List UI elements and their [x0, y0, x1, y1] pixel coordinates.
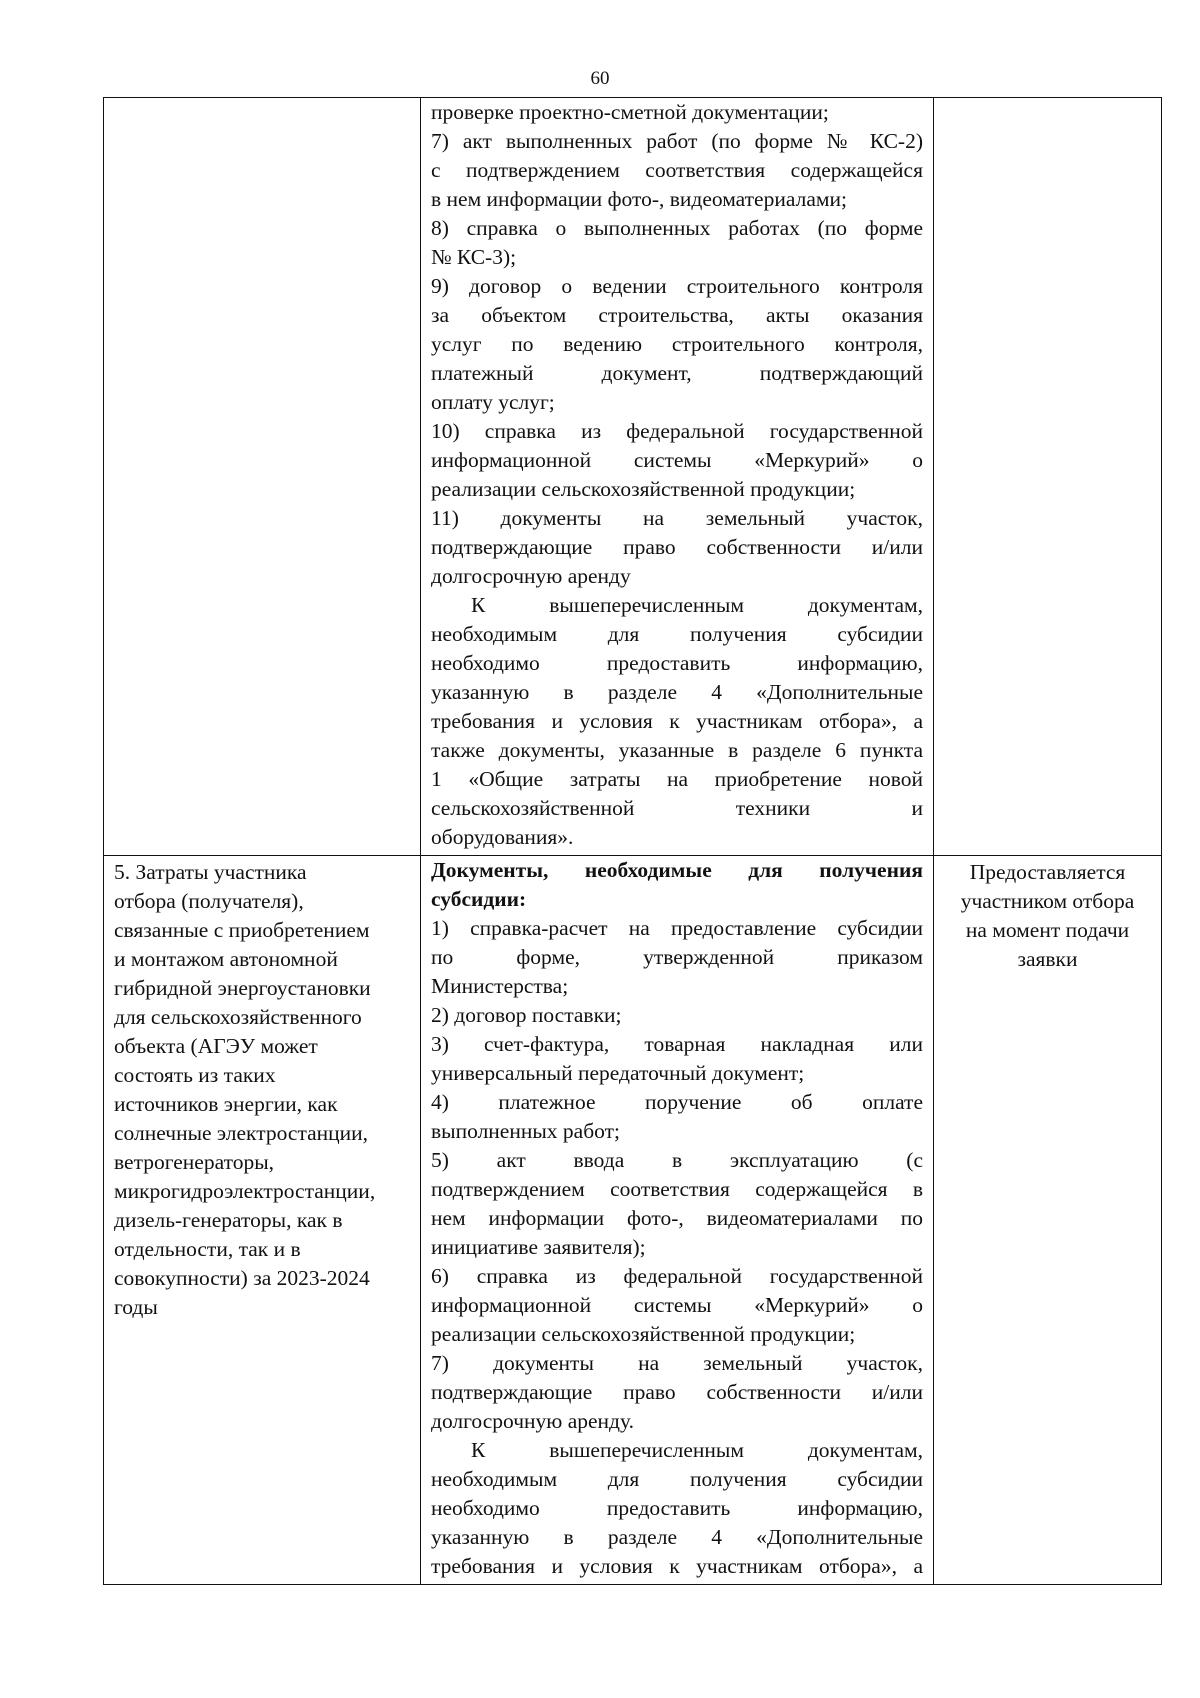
requirements-table: [103, 97, 1162, 1585]
document-text-line: инициативе заявителя);: [431, 1235, 646, 1259]
document-text-line: подтверждающие право собственности и/или: [431, 1380, 923, 1404]
document-text-line: нем информации фото-, видеоматериалами по: [431, 1206, 923, 1230]
document-text-line: 10) справка из федеральной государственной: [431, 419, 923, 443]
document-text-line: К вышеперечисленным документам,: [471, 1438, 923, 1462]
document-text-line: платежный документ, подтверждающий: [431, 361, 923, 385]
document-text-line: реализации сельскохозяйственной продукции;: [431, 1322, 856, 1346]
document-text-line: универсальный передаточный документ;: [431, 1061, 805, 1085]
document-text-line: по форме, утвержденной приказом: [431, 945, 923, 969]
cost-category-cell: [104, 856, 421, 1585]
cost-category-line: источников энергии, как: [114, 1092, 338, 1116]
document-text-line: К вышеперечисленным документам,: [471, 593, 923, 617]
cost-category-line: дизель-генераторы, как в: [114, 1208, 343, 1232]
cost-category-line: микрогидроэлектростанции,: [114, 1179, 376, 1203]
document-text-line: также документы, указанные в разделе 6 пункта: [431, 738, 923, 762]
submission-terms-line: заявки: [1017, 947, 1078, 971]
document-text-line: в нем информации фото-, видеоматериалами;: [431, 187, 847, 211]
document-text-line: информационной системы «Меркурий» о: [431, 1293, 923, 1317]
document-text-line: требования и условия к участникам отбора», а: [431, 709, 923, 733]
cost-category-line: отбора (получателя),: [114, 889, 304, 913]
document-text-line: за объектом строительства, акты оказания: [431, 303, 923, 327]
documents-heading-line: Документы, необходимые для получения: [431, 858, 923, 882]
document-text-line: информационной системы «Меркурий» о: [431, 448, 923, 472]
cost-category-line: 5. Затраты участника: [114, 860, 307, 884]
document-text-line: 6) справка из федеральной государственной: [431, 1264, 923, 1288]
required-documents-cell: [421, 856, 934, 1585]
submission-terms-cell: [934, 856, 1162, 1585]
required-documents-cell: [421, 98, 934, 856]
cost-category-line: объекта (АГЭУ может: [114, 1034, 318, 1058]
documents-heading-line: субсидии:: [431, 887, 527, 911]
submission-terms-cell: [934, 98, 1162, 856]
document-text-line: оборудования».: [431, 825, 574, 849]
cost-category-line: солнечные электростанции,: [114, 1121, 369, 1145]
document-text-line: 2) договор поставки;: [431, 1003, 622, 1027]
document-text-line: 7) акт выполненных работ (по форме № КС-2): [431, 129, 923, 153]
document-text-line: подтверждением соответствия содержащейся в: [431, 1177, 923, 1201]
document-text-line: указанную в разделе 4 «Дополнительные: [431, 680, 923, 704]
document-text-line: услуг по ведению строительного контроля,: [431, 332, 923, 356]
table-body: [104, 98, 1162, 1585]
cost-category-line: годы: [114, 1295, 158, 1319]
document-text-line: Министерства;: [431, 974, 569, 998]
cost-category-line: связанные с приобретением: [114, 918, 370, 942]
document-text-line: долгосрочную аренду: [431, 564, 631, 588]
document-text-line: долгосрочную аренду.: [431, 1409, 634, 1433]
cost-category-line: отдельности, так и в: [114, 1237, 301, 1261]
document-text-line: необходимо предоставить информацию,: [431, 651, 923, 675]
table-row: [104, 856, 1162, 1585]
document-text-line: с подтверждением соответствия содержащейся: [431, 158, 923, 182]
document-text-line: 1 «Общие затраты на приобретение новой: [431, 767, 923, 791]
document-text-line: необходимо предоставить информацию,: [431, 1496, 923, 1520]
cost-category-cell: [104, 98, 421, 856]
cost-category-line: и монтажом автономной: [114, 947, 338, 971]
table-row: [104, 98, 1162, 856]
cost-category-line: ветрогенераторы,: [114, 1150, 275, 1174]
document-text-line: 7) документы на земельный участок,: [431, 1351, 923, 1375]
document-text-line: 5) акт ввода в эксплуатацию (с: [431, 1148, 923, 1172]
submission-terms-line: участником отбора: [960, 889, 1135, 913]
document-text-line: подтверждающие право собственности и/или: [431, 535, 923, 559]
document-text-line: выполненных работ;: [431, 1119, 620, 1143]
document-text-line: сельскохозяйственной техники и: [431, 796, 923, 820]
document-text-line: реализации сельскохозяйственной продукции;: [431, 477, 856, 501]
submission-terms-line: на момент подачи: [965, 918, 1130, 942]
document-text-line: 4) платежное поручение об оплате: [431, 1090, 923, 1114]
submission-terms-line: Предоставляется: [969, 860, 1126, 884]
document-text-line: необходимым для получения субсидии: [431, 622, 923, 646]
cost-category-line: состоять из таких: [114, 1063, 276, 1087]
cost-category-line: гибридной энергоустановки: [114, 976, 371, 1000]
document-text-line: проверке проектно-сметной документации;: [431, 100, 829, 124]
document-text-line: оплату услуг;: [431, 390, 555, 414]
document-text-line: 9) договор о ведении строительного контроля: [431, 274, 923, 298]
document-text-line: № КС-3);: [431, 245, 517, 269]
document-text-line: 11) документы на земельный участок,: [431, 506, 923, 530]
cost-category-line: для сельскохозяйственного: [114, 1005, 362, 1029]
document-text-line: указанную в разделе 4 «Дополнительные: [431, 1525, 923, 1549]
document-text-line: 3) счет-фактура, товарная накладная или: [431, 1032, 923, 1056]
cost-category-line: совокупности) за 2023-2024: [114, 1266, 370, 1290]
document-text-line: необходимым для получения субсидии: [431, 1467, 923, 1491]
document-text-line: 8) справка о выполненных работах (по форме: [431, 216, 923, 240]
document-text-line: 1) справка-расчет на предоставление субсидии: [431, 916, 923, 940]
page-number: 60: [590, 68, 610, 89]
document-text-line: требования и условия к участникам отбора», а: [431, 1554, 923, 1578]
